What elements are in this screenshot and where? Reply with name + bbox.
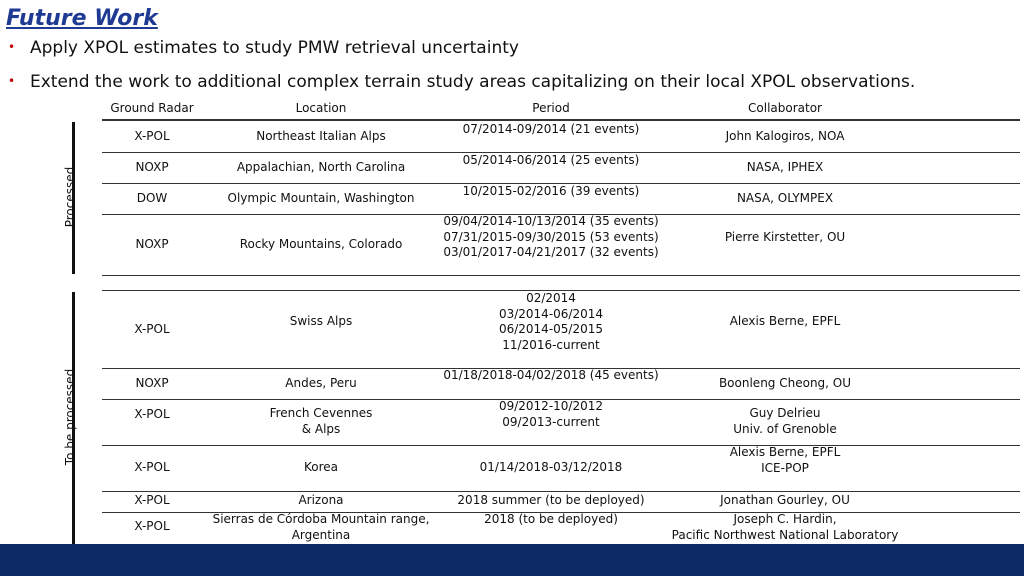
cell-radar: NOXP bbox=[135, 376, 169, 390]
cell-radar: X-POL bbox=[134, 322, 170, 336]
cell-collaborator: Boonleng Cheong, OU bbox=[718, 376, 852, 390]
header-ground-radar: Ground Radar bbox=[110, 101, 194, 115]
processed-group-label: Processed bbox=[63, 166, 77, 228]
cell-period: 01/14/2018-03/12/2018 bbox=[479, 460, 623, 474]
cell-collaborator: Joseph C. Hardin, Pacific Northwest National Laboratory bbox=[671, 512, 899, 542]
header-collaborator: Collaborator bbox=[748, 101, 822, 115]
cell-radar: NOXP bbox=[135, 237, 169, 251]
cell-collaborator: Pierre Kirstetter, OU bbox=[724, 230, 846, 244]
group-divider bbox=[102, 275, 1020, 276]
cell-location: Andes, Peru bbox=[285, 376, 357, 390]
cell-collaborator: NASA, IPHEX bbox=[746, 160, 824, 174]
bullet-marker: • bbox=[8, 74, 16, 88]
cell-collaborator: Alexis Berne, EPFL bbox=[729, 314, 841, 328]
to-be-processed-group-label: To be processed bbox=[63, 368, 77, 466]
cell-radar: X-POL bbox=[134, 460, 170, 474]
cell-location: Arizona bbox=[298, 493, 344, 507]
cell-radar: X-POL bbox=[134, 519, 170, 533]
cell-radar: X-POL bbox=[134, 493, 170, 507]
cell-radar: X-POL bbox=[134, 129, 170, 143]
cell-period: 01/18/2018-04/02/2018 (45 events) bbox=[443, 368, 659, 382]
cell-period: 10/2015-02/2016 (39 events) bbox=[462, 184, 640, 198]
footer-bar bbox=[0, 544, 1024, 576]
bullet-marker: • bbox=[8, 40, 16, 54]
bullet-text: Apply XPOL estimates to study PMW retrieval uncertainty bbox=[30, 38, 519, 58]
cell-period: 07/2014-09/2014 (21 events) bbox=[462, 122, 640, 136]
bullet-text: Extend the work to additional complex terrain study areas capitalizing on their local XPOL observations. bbox=[30, 72, 916, 92]
cell-period: 2018 (to be deployed) bbox=[484, 512, 618, 526]
table-top-rule bbox=[102, 119, 1020, 121]
bullet-item bbox=[8, 38, 519, 58]
slide-title: Future Work bbox=[6, 6, 158, 31]
header-period: Period bbox=[532, 101, 570, 115]
cell-collaborator: Guy Delrieu Univ. of Grenoble bbox=[733, 406, 837, 436]
cell-location: Rocky Mountains, Colorado bbox=[239, 237, 403, 251]
cell-location: Appalachian, North Carolina bbox=[236, 160, 406, 174]
cell-location: Swiss Alps bbox=[289, 314, 353, 328]
bullet-item bbox=[8, 72, 915, 92]
cell-collaborator: Jonathan Gourley, OU bbox=[720, 493, 850, 507]
cell-period: 2018 summer (to be deployed) bbox=[457, 493, 645, 507]
cell-collaborator: John Kalogiros, NOA bbox=[725, 129, 845, 143]
cell-collaborator: Alexis Berne, EPFL ICE-POP bbox=[729, 445, 841, 475]
cell-period: 05/2014-06/2014 (25 events) bbox=[462, 153, 640, 167]
cell-location: Sierras de Córdoba Mountain range, Argentina bbox=[212, 512, 430, 542]
cell-collaborator: NASA, OLYMPEX bbox=[736, 191, 834, 205]
row-divider bbox=[102, 491, 1020, 492]
cell-radar: NOXP bbox=[135, 160, 169, 174]
header-location: Location bbox=[295, 101, 347, 115]
cell-location: Olympic Mountain, Washington bbox=[227, 191, 415, 205]
cell-period: 09/04/2014-10/13/2014 (35 events) 07/31/2015-09/30/2015 (53 events) 03/01/2017-04/21/2017 (32 events) bbox=[443, 214, 659, 259]
cell-location: French Cevennes & Alps bbox=[269, 406, 373, 436]
cell-radar: DOW bbox=[136, 191, 168, 205]
cell-location: Northeast Italian Alps bbox=[256, 129, 386, 143]
cell-period: 09/2012-10/2012 09/2013-current bbox=[498, 399, 604, 429]
cell-period: 02/2014 03/2014-06/2014 06/2014-05/2015 11/2016-current bbox=[498, 291, 604, 352]
cell-location: Korea bbox=[303, 460, 339, 474]
cell-radar: X-POL bbox=[134, 407, 170, 421]
